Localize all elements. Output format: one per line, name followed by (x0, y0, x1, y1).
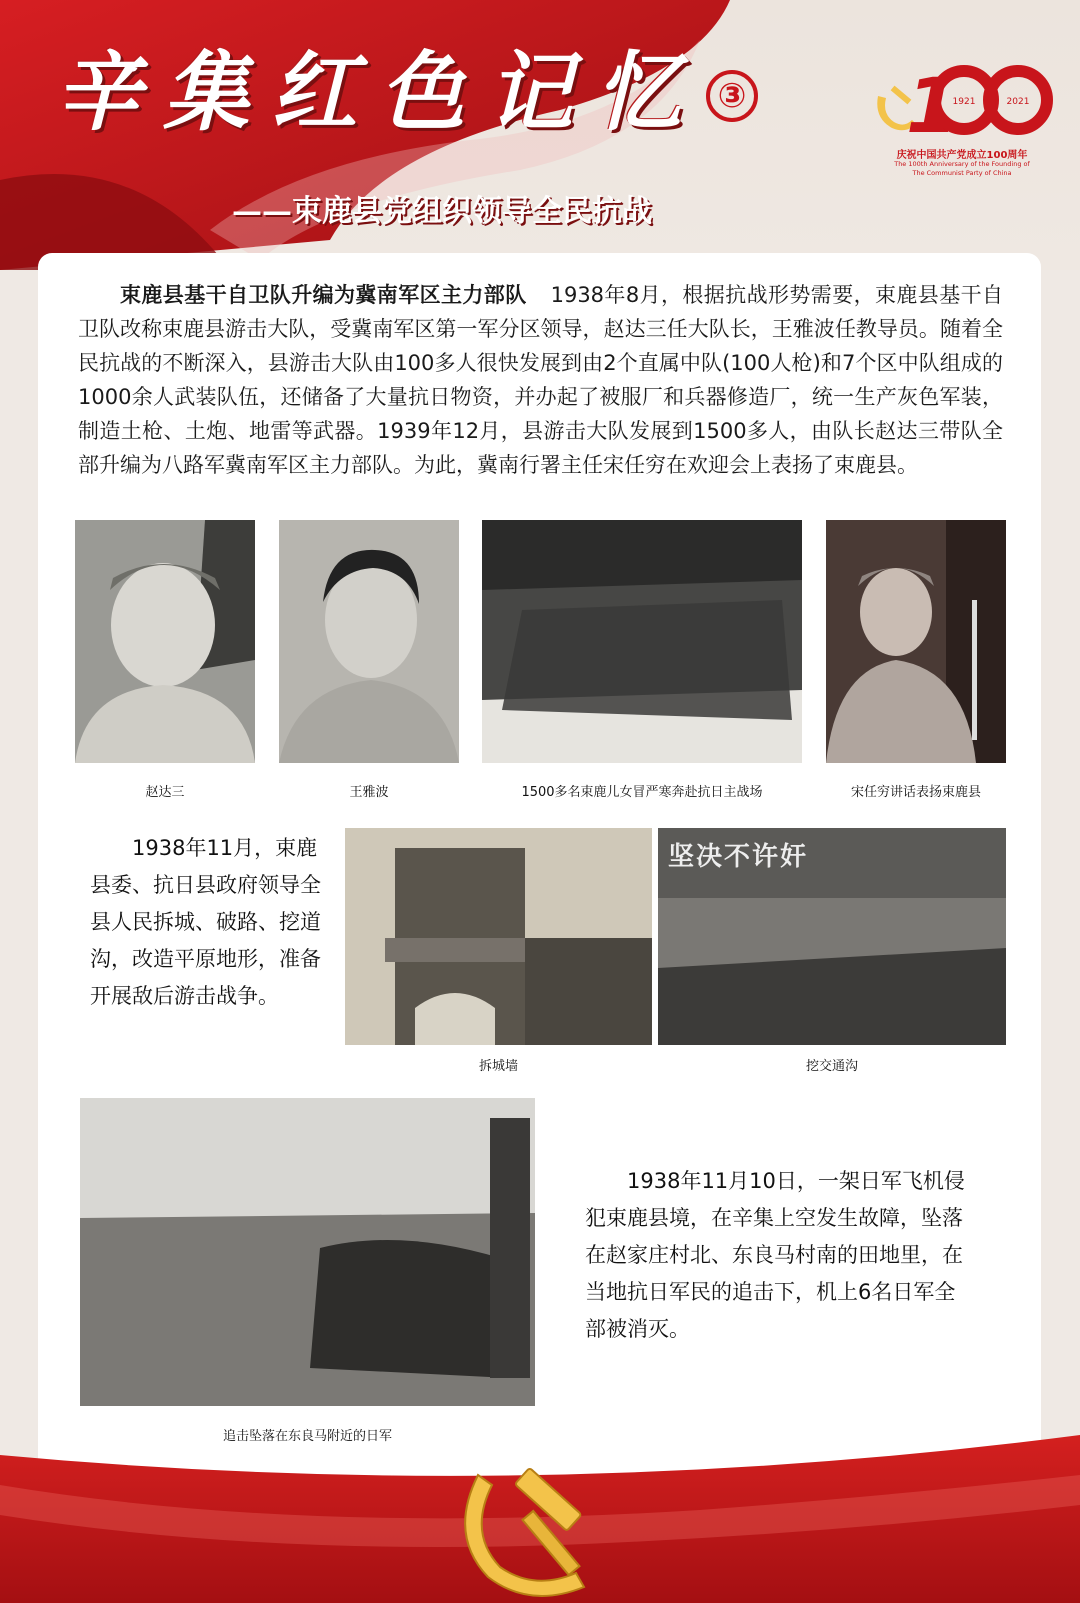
caption-dig-trench: 挖交通沟 (805, 1059, 858, 1074)
page-title: 辛集红色记忆 (55, 42, 703, 143)
intro-body: 1938年8月，根据抗战形势需要，束鹿县基干自卫队改称束鹿县游击大队，受冀南军区第一军分区领导，赵达三任大队长，王雅波任教导员。随着全民抗战的不断深入，县游击大队由100多人很快发展到由2个直属中队(100人枪)和7个区中队组成的1000余人武装队伍，还储备了大量抗日物资，并办起了被服厂和兵器修造厂，统一生产灰色军装，制造土枪、土炮、地雷等武器。1939年12月，县游击大队发展到1500多人，由队长赵达三带队全部升编为八路军冀南军区主力部队。为此，冀南行署主任宋任穷在欢迎会上表扬了束鹿县。 (78, 283, 1003, 477)
photo-pursue-japanese-soldiers (80, 1098, 535, 1406)
caption-wang-yabo: 王雅波 (349, 785, 389, 800)
bottom-red-banner (0, 1415, 1080, 1603)
photo-song-renqiong-speech (826, 520, 1006, 763)
caption-song-renqiong: 宋任穷讲话表扬束鹿县 (850, 785, 981, 800)
caption-troops-marching: 1500多名束鹿儿女冒严寒奔赴抗日主战场 (521, 785, 763, 800)
logo-caption-en-line2: The Communist Party of China (912, 169, 1012, 177)
portrait-photo-zhao-dasan (75, 520, 255, 763)
logo-caption-cn: 庆祝中国共产党成立100周年 (896, 150, 1028, 161)
portrait-photo-wang-yabo (279, 520, 459, 763)
page-subtitle: ——束鹿县党组织领导全民抗战 (232, 194, 652, 229)
wall-slogan-text: 坚决不许奸 (668, 842, 809, 872)
svg-text:1: 1 (906, 61, 959, 150)
logo-caption-en-line1: The 100th Anniversary of the Founding of (894, 160, 1030, 168)
intro-paragraph (78, 278, 1003, 482)
logo-year-end: 2021 (1006, 97, 1030, 107)
logo-year-start: 1921 (952, 97, 976, 107)
photo-dig-trench (658, 828, 1006, 1045)
section2-paragraph: 1938年11月，束鹿县委、抗日县政府领导全县人民拆城、破路、挖道沟，改造平原地形，准备开展敌后游击战争。 (90, 836, 321, 1008)
logo-caption-en (872, 160, 1052, 178)
photo-demolish-city-wall (345, 828, 652, 1045)
intro-lead-heading: 束鹿县基干自卫队升编为冀南军区主力部队 (120, 283, 527, 307)
caption-demolish-city-wall: 拆城墙 (478, 1059, 518, 1074)
section3-paragraph: 1938年11月10日，一架日军飞机侵犯束鹿县境，在辛集上空发生故障，坠落在赵家庄村北、东良马村南的田地里，在当地抗日军民的追击下，机上6名日军全部被消灭。 (585, 1169, 965, 1341)
part-number-badge: ③ (706, 70, 758, 122)
photo-troops-marching (482, 520, 802, 763)
caption-pursue-japanese-soldiers: 追击坠落在东良马附近的日军 (222, 1429, 392, 1444)
caption-zhao-dasan: 赵达三 (145, 785, 185, 800)
